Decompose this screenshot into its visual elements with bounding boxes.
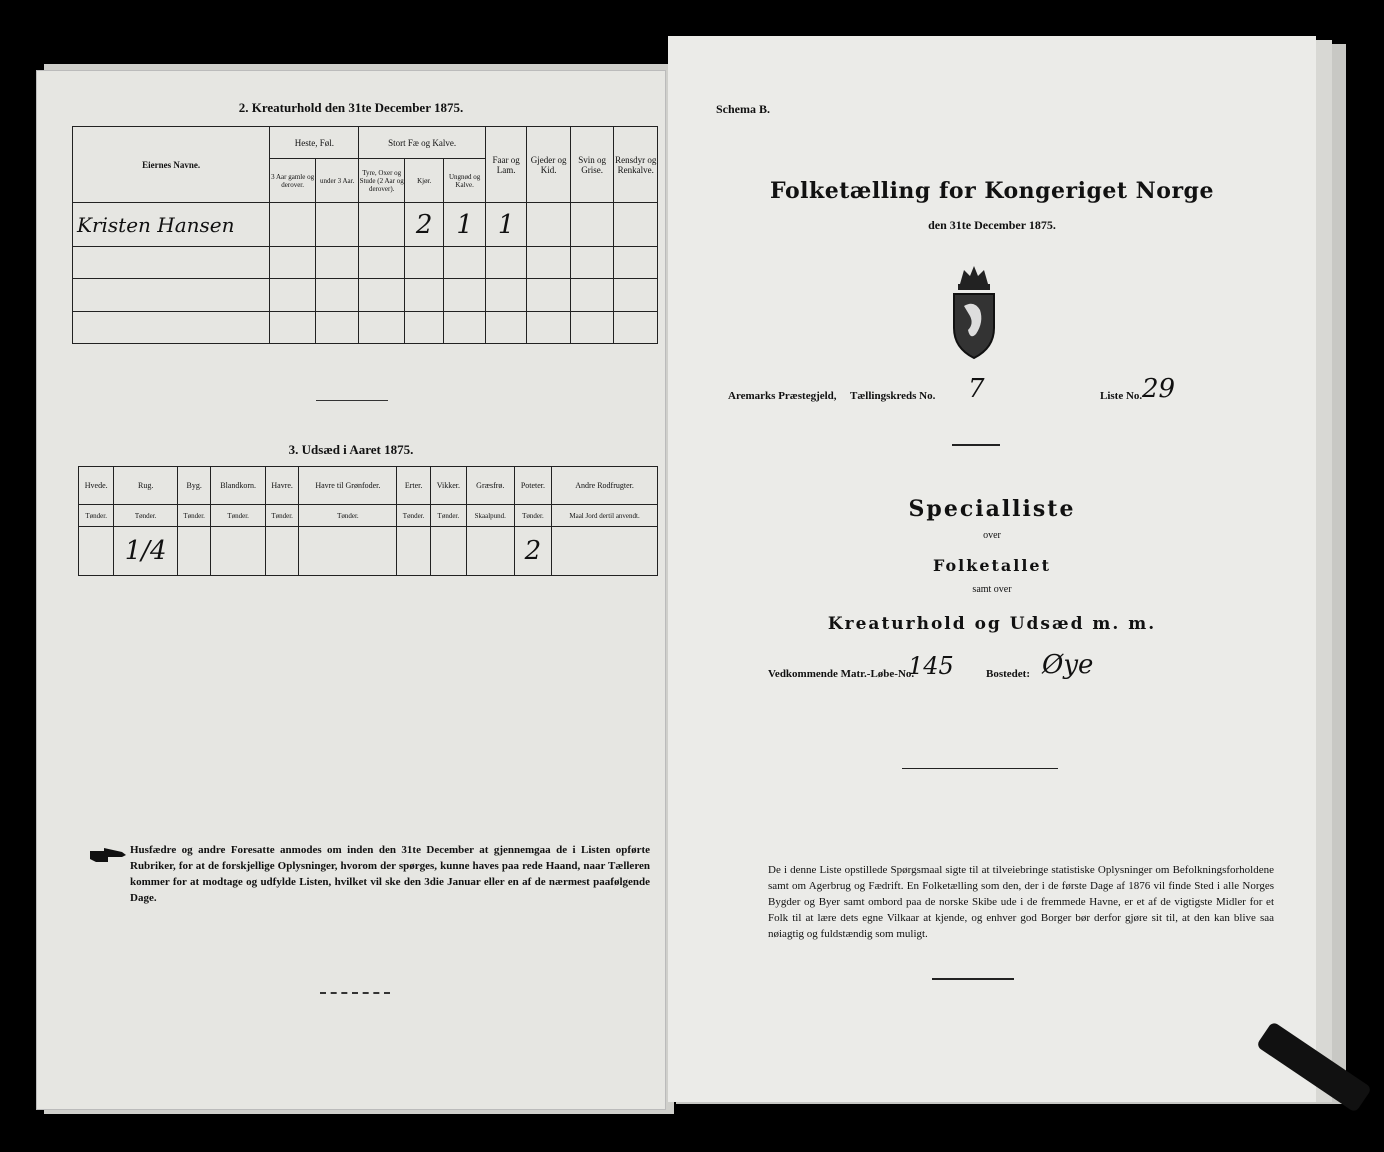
calves-value: 1 (444, 203, 485, 247)
seed-unit: Tønder. (265, 505, 298, 526)
seed-value: 2 (514, 526, 551, 575)
left-page (36, 70, 666, 1110)
seed-value (177, 526, 210, 575)
owner-name-cell: Kristen Hansen (73, 203, 270, 247)
info-paragraph: De i denne Liste opstillede Spørgsmaal sigte til at tilveiebringe statistiske Oplysninger om Befolkningsforholdene samt om Agerbrug og Fædrift. En Folketælling som den, der i de første Dage af 1876 vil finde Sted i alle Norges Bygder og Byer samt ombord paa de norske Skibe ude i de fremmede Havne, er et af de vigtigste Midler for et Folk til at lære dets egne Vilkaar at kjende, og enhver god Borger bør derfor gjøre sit til, at den kan blive saa nøiagtig og fuldstændig som muligt. (768, 864, 1274, 940)
seed-header: Erter. (397, 467, 430, 505)
seed-header: Hvede. (79, 467, 114, 505)
seed-value (79, 526, 114, 575)
cattle-header: Stort Fæ og Kalve. (359, 127, 485, 159)
seed-unit: Tønder. (430, 505, 466, 526)
cattle-calves-header: Ungnød og Kalve. (444, 159, 485, 203)
seed-unit: Maal Jord dertil anvendt. (552, 505, 658, 526)
seed-header: Poteter. (514, 467, 551, 505)
seed-header: Vikker. (430, 467, 466, 505)
seed-value (299, 526, 397, 575)
district-number: 7 (968, 374, 985, 404)
specialliste-heading: Specialliste (908, 496, 1076, 522)
owner-name-header: Eiernes Navne. (73, 127, 270, 203)
cell (315, 203, 359, 247)
cell (527, 203, 571, 247)
seed-header: Havre. (265, 467, 298, 505)
section-title-kreaturhold: 2. Kreaturhold den 31te December 1875. (238, 100, 464, 115)
seed-value (211, 526, 266, 575)
seed-unit: Tønder. (114, 505, 178, 526)
matr-label: Vedkommende Matr.-Løbe-No. (768, 668, 915, 680)
list-number: 29 (1142, 374, 1176, 404)
over-label: over (983, 530, 1001, 541)
divider (902, 768, 1058, 769)
bosted-label: Bostedet: (986, 668, 1030, 680)
seed-header: Andre Rodfrugter. (552, 467, 658, 505)
divider (932, 978, 1014, 980)
divider (320, 992, 390, 994)
divider (316, 400, 388, 401)
sheep-value: 1 (485, 203, 526, 247)
matr-value: 145 (908, 652, 954, 680)
cattle-oxen-header: Tyre, Oxer og Stude (2 Aar og derover). (359, 159, 405, 203)
district-label: Tællingskreds No. (850, 390, 936, 402)
seed-unit: Tønder. (211, 505, 266, 526)
seed-unit: Tønder. (79, 505, 114, 526)
seed-unit: Tønder. (397, 505, 430, 526)
seed-value: 1/4 (114, 526, 178, 575)
seed-value (466, 526, 514, 575)
seed-unit: Tønder. (514, 505, 551, 526)
cell (570, 203, 614, 247)
seed-header: Havre til Grønfoder. (299, 467, 397, 505)
sheep-header: Faar og Lam. (485, 127, 526, 203)
seed-table (78, 466, 658, 576)
seed-header: Rug. (114, 467, 178, 505)
reindeer-header: Rensdyr og Renkalve. (614, 127, 658, 203)
seed-value (552, 526, 658, 575)
pointing-hand-icon (88, 846, 128, 869)
seed-unit: Skaalpund. (466, 505, 514, 526)
folketallet-heading: Folketallet (933, 556, 1051, 575)
seed-unit: Tønder. (299, 505, 397, 526)
seed-value (430, 526, 466, 575)
section-title-udsaed: 3. Udsæd i Aaret 1875. (288, 442, 414, 457)
norwegian-coat-of-arms-icon (946, 262, 1002, 367)
schema-label: Schema B. (716, 102, 770, 116)
seed-header: Byg. (177, 467, 210, 505)
cell (359, 203, 405, 247)
bosted-value: Øye (1042, 650, 1094, 680)
goats-header: Gjeder og Kid. (527, 127, 571, 203)
horses-header: Heste, Føl. (270, 127, 359, 159)
seed-unit: Tønder. (177, 505, 210, 526)
pigs-header: Svin og Grise. (570, 127, 614, 203)
kreaturhold-heading: Kreaturhold og Udsæd m. m. (827, 614, 1157, 634)
notice-text: Husfædre og andre Foresatte anmodes om inden den 31te December at gjennemgaa de i Listen opførte Rubriker, for at de forskjellige Oplysninger, hvorom der spørges, kunne haves paa rede Haand, naar Tælleren kommer for at modtage og udfylde Listen, hvilket vil ske den 3die Januar eller en af de nærmest paafølgende Dage. (130, 844, 650, 904)
cell (614, 203, 658, 247)
census-date: den 31te December 1875. (928, 218, 1056, 232)
livestock-table (72, 126, 658, 344)
seed-value (397, 526, 430, 575)
cell (270, 203, 316, 247)
seed-header: Græsfrø. (466, 467, 514, 505)
right-page (668, 36, 1316, 1102)
cows-value: 2 (404, 203, 443, 247)
cattle-cows-header: Kjør. (404, 159, 443, 203)
parish-label: Aremarks Præstegjeld, (728, 390, 837, 402)
horses-adult-header: 3 Aar gamle og derover. (270, 159, 316, 203)
seed-header: Blandkorn. (211, 467, 266, 505)
list-label: Liste No. (1100, 390, 1143, 402)
samt-over-label: samt over (972, 584, 1012, 595)
divider (952, 444, 1000, 446)
main-title: Folketælling for Kongeriget Norge (770, 178, 1214, 204)
seed-value (265, 526, 298, 575)
horses-young-header: under 3 Aar. (315, 159, 359, 203)
